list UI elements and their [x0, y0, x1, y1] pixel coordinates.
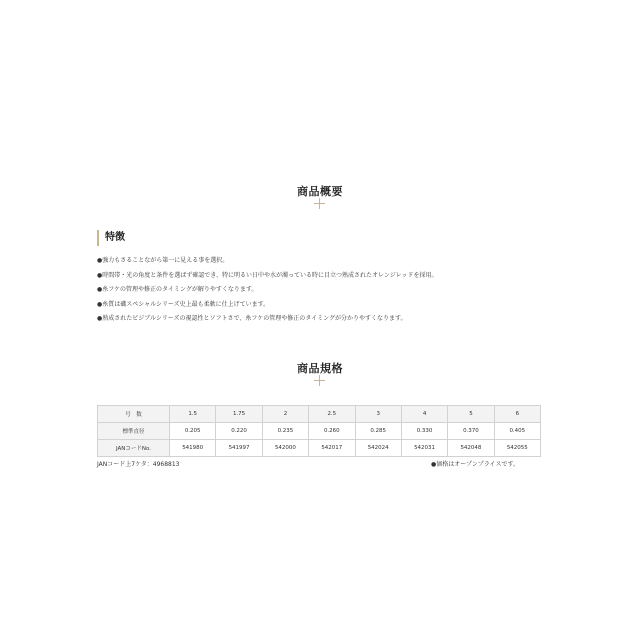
table-row	[98, 423, 541, 440]
table-cell: 0.370	[448, 423, 494, 440]
column-header: 6	[494, 406, 540, 423]
table-cell: 542055	[494, 440, 540, 457]
row-header: JANコードNo.	[98, 440, 170, 457]
feature-item: ●糸フケの管理や修正のタイミングが解りやすくなります。	[97, 286, 258, 293]
table-row	[98, 440, 541, 457]
table-cell: 0.235	[262, 423, 308, 440]
plus-icon	[314, 375, 326, 387]
column-header: 5	[448, 406, 494, 423]
feature-item: ●糸質は磯スペシャルシリーズ史上最も柔軟に仕上げています。	[97, 300, 270, 308]
table-cell: 0.285	[355, 423, 401, 440]
overview-title: 商品概要	[297, 185, 343, 198]
table-cell: 542031	[401, 440, 447, 457]
table-cell: 542048	[448, 440, 494, 457]
specs-title: 商品規格	[297, 362, 343, 375]
price-note: ●価格はオープンプライスです。	[431, 461, 519, 468]
table-cell: 0.405	[494, 423, 540, 440]
table-cell: 0.260	[309, 423, 355, 440]
spec-table	[97, 405, 541, 457]
column-header: 3	[355, 406, 401, 423]
table-cell: 542000	[262, 440, 308, 457]
column-header: 4	[401, 406, 447, 423]
feature-item: ●熟成されたビジブルシリーズの視認性とソフトさで、糸フケの管理や修正のタイミングが分かりやすくなります。	[97, 315, 407, 322]
table-cell: 0.330	[401, 423, 447, 440]
table-cell: 542017	[309, 440, 355, 457]
table-cell: 542024	[355, 440, 401, 457]
column-header: 2.5	[309, 406, 355, 423]
row-header: 標準直径	[98, 423, 170, 440]
column-header: 2	[262, 406, 308, 423]
feature-list	[97, 254, 557, 327]
features-heading: 特徴	[97, 230, 125, 246]
table-cell: 0.220	[216, 423, 262, 440]
column-header: 1.5	[170, 406, 216, 423]
table-cell: 541997	[216, 440, 262, 457]
plus-icon	[314, 198, 326, 210]
table-cell: 0.205	[170, 423, 216, 440]
column-header: 1.75	[216, 406, 262, 423]
table-cell: 541980	[170, 440, 216, 457]
column-header: 号 数	[98, 406, 170, 423]
feature-item: ●強力もさることながら第一に見える事を選択。	[97, 257, 229, 264]
jan-prefix-note: JANコード上7ケタ：4968813	[97, 461, 180, 468]
table-header-row	[98, 406, 541, 423]
feature-item: ●時間帯・光の角度と条件を選ばず確認でき、特に明るい日中や水が濁っている時に目立つ熟成されたオレンジレッドを採用。	[97, 271, 438, 279]
